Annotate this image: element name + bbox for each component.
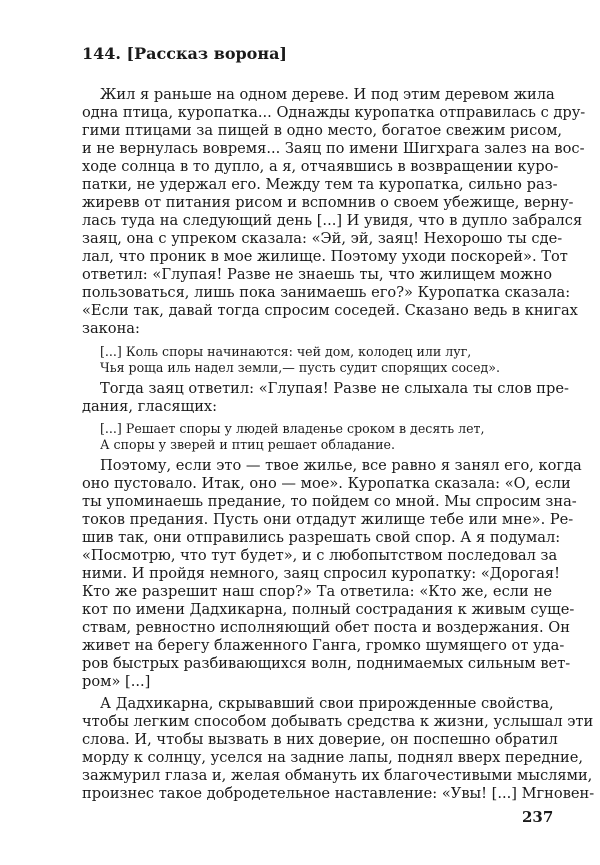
text-line: Тогда заяц ответил: «Глупая! Разве не слыхала ты слов пре- [100,380,569,397]
text-line: жиревв от питания рисом и вспомнив о своем убежище, верну- [82,194,574,211]
paragraph-4 [82,695,595,803]
verse-line: [...] Решает споры у людей владенье сроком в десять лет, [100,421,485,436]
section-heading [82,44,287,64]
text-line: и не вернулась вовремя... Заяц по имени Шигхрага залез на вос- [82,140,585,157]
text-line: Кто же разрешит наш спор?» Та ответила: «Кто же, если не [82,583,552,600]
text-line: оно пустовало. Итак, оно — мое». Куропатка сказала: «О, если [82,475,571,492]
text-line: патки, не удержал его. Между тем та куропатка, сильно раз- [82,176,558,193]
verse-2 [82,421,552,452]
text-line: морду к солнцу, уселся на задние лапы, поднял вверх передние, [82,749,584,766]
text-line: ходе солнца в то дупло, а я, отчаявшись в возвращении куро- [82,158,559,175]
text-line: ром» [...] [82,673,151,690]
text-line: закона: [82,320,140,337]
text-line: произнес такое добродетельное наставление: «Увы! [...] Мгновен- [82,785,595,802]
text-line: А Дадхикарна, скрывавший свои прирожденные свойства, [100,695,554,712]
text-line: лась туда на следующий день [...] И увидя, что в дупло забрался [82,212,583,229]
text-line: пользоваться, лишь пока занимаешь его?» Куропатка сказала: [82,284,571,301]
text-line: живет на берегу блаженного Ганга, громко шумящего от уда- [82,637,565,654]
verse-line: А споры у зверей и птиц решает обладание. [100,436,395,452]
text-line: лал, что проник в мое жилище. Поэтому уходи поскорей». Тот [82,248,568,265]
verse-line: Чья роща иль надел земли,— пусть судит спорящих сосед». [100,359,500,375]
text-line: токов предания. Пусть они отдадут жилище тебе или мне». Ре- [82,511,574,528]
text-line: гими птицами за пищей в одно место, богатое свежим рисом, [82,122,563,139]
text-line: «Посмотрю, что тут будет», и с любопытством последовал за [82,547,558,564]
text-line: заяц, она с упреком сказала: «Эй, эй, заяц! Нехорошо ты сде- [82,230,563,247]
page-number: 237 [522,808,554,826]
text-line: ров быстрых разбивающихся волн, поднимаемых сильным вет- [82,655,571,672]
text-line: ними. И пройдя немного, заяц спросил куропатку: «Дорогая! [82,565,560,582]
verse-line: [...] Коль споры начинаются: чей дом, колодец или луг, [100,344,472,359]
text-line: ответил: «Глупая! Разве не знаешь ты, что жилищем можно [82,266,552,283]
section-title: [Рассказ ворона] [126,44,287,63]
paragraph-1 [82,86,586,338]
section-number: 144. [82,44,121,63]
paragraph-2 [82,380,569,416]
text-line: одна птица, куропатка... Однажды куропатка отправилась с дру- [82,104,586,121]
text-line: Поэтому, если это — твое жилье, все равно я занял его, когда [100,457,582,474]
paragraph-3 [82,457,582,691]
verse-1 [82,344,552,375]
text-line: шив так, они отправились разрешать свой спор. А я подумал: [82,529,561,546]
text-line: зажмурил глаза и, желая обмануть их благочестивыми мыслями, [82,767,593,784]
text-line: кот по имени Дадхикарна, полный сострадания к живым суще- [82,601,575,618]
text-line: ствам, ревностно исполняющий обет поста и воздержания. Он [82,619,570,636]
text-line: дания, гласящих: [82,398,218,415]
text-line: ты упоминаешь предание, то пойдем со мной. Мы спросим зна- [82,493,577,510]
text-line: слова. И, чтобы вызвать в них доверие, он поспешно обратил [82,731,558,748]
text-line: чтобы легким способом добывать средства к жизни, услышал эти [82,713,594,730]
text-line: «Если так, давай тогда спросим соседей. Сказано ведь в книгах [82,302,578,319]
text-line: Жил я раньше на одном дереве. И под этим деревом жила [100,86,555,103]
